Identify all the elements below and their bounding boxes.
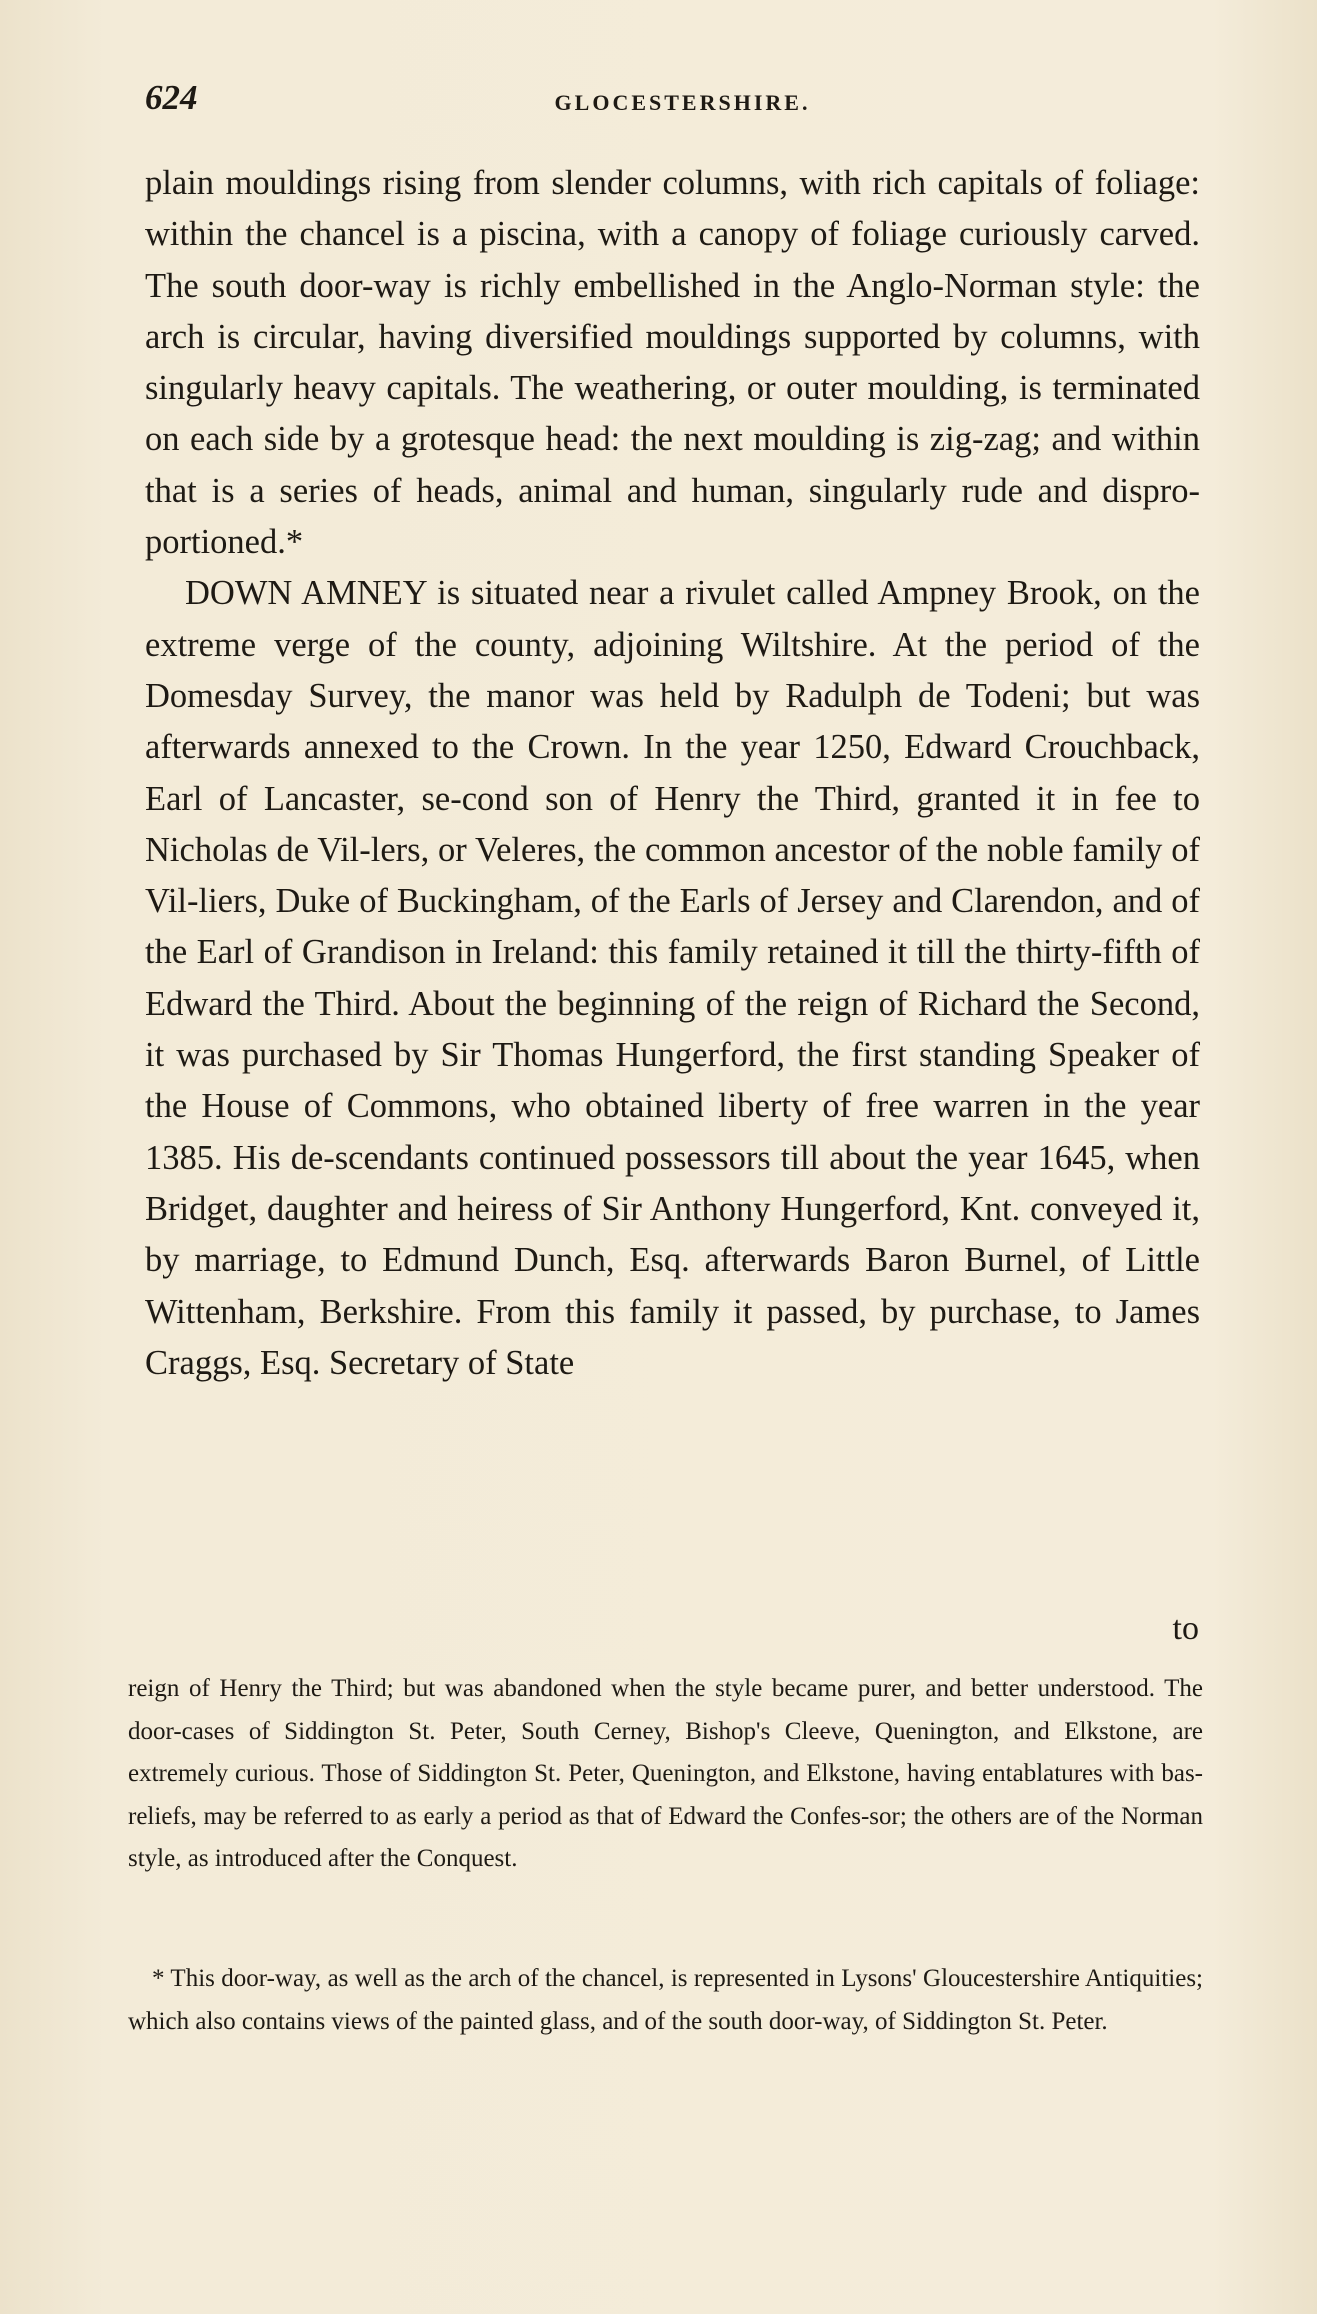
running-head: GLOCESTERSHIRE. [554, 90, 811, 115]
footnote-star-text: * This door-way, as well as the arch of the chancel, is represented in Lysons' Gloucestershire Antiquities; which also contains views of the painted glass, and of the south door-way, of Siddington St. Peter. [128, 1965, 1203, 2035]
page-number: 624 [145, 78, 198, 117]
footnote-star [128, 1958, 1203, 2043]
catchword: to [1172, 1610, 1199, 1647]
page-header [145, 78, 1220, 128]
paragraph-down-amney: DOWN AMNEY is situated near a rivulet called Ampney Brook, on the extreme verge of the county, adjoining Wiltshire. At the period of the Domesday Survey, the manor was held by Radulph de Todeni; but was afterwards annexed to the Crown. In the year 1250, Edward Crouchback, Earl of Lancaster, se-cond son of Henry the Third, granted it in fee to Nicholas de Vil-lers, or Veleres, the common ancestor of the noble family of Vil-liers, Duke of Buckingham, of the Earls of Jersey and Clarendon, and of the Earl of Grandison in Ireland: this family retained it till the thirty-fifth of Edward the Third. About the beginning of the reign of Richard the Second, it was purchased by Sir Thomas Hungerford, the first standing Speaker of the House of Commons, who obtained liberty of free warren in the year 1385. His de-scendants continued possessors till about the year 1645, when Bridget, daughter and heiress of Sir Anthony Hungerford, Knt. conveyed it, by marriage, to Edmund Dunch, Esq. afterwards Baron Burnel, of Little Wittenham, Berkshire. From this family it passed, by purchase, to James Craggs, Esq. Secretary of State [145, 574, 1200, 1382]
footnote-continued-text: reign of Henry the Third; but was abandoned when the style became purer, and better understood. The door-cases of Siddington St. Peter, South Cerney, Bishop's Cleeve, Quenington, and Elkstone, are extremely curious. Those of Siddington St. Peter, Quenington, and Elkstone, having entablatures with bas-reliefs, may be referred to as early a period as that of Edward the Confes-sor; the others are of the Norman style, as introduced after the Conquest. [128, 1675, 1203, 1872]
footnote-continued [128, 1668, 1203, 1881]
main-text [145, 158, 1200, 1389]
paragraph-church-description: plain mouldings rising from slender columns, with rich capitals of foliage: within the chancel is a piscina, with a canopy of foliage curiously carved. The south door-way is richly embellished in the Anglo-Norman style: the arch is circular, having diversified mouldings supported by columns, with singularly heavy capitals. The weathering, or outer moulding, is terminated on each side by a grotesque head: the next moulding is zig-zag; and within that is a series of heads, animal and human, singularly rude and dispro-portioned.* [145, 164, 1200, 562]
